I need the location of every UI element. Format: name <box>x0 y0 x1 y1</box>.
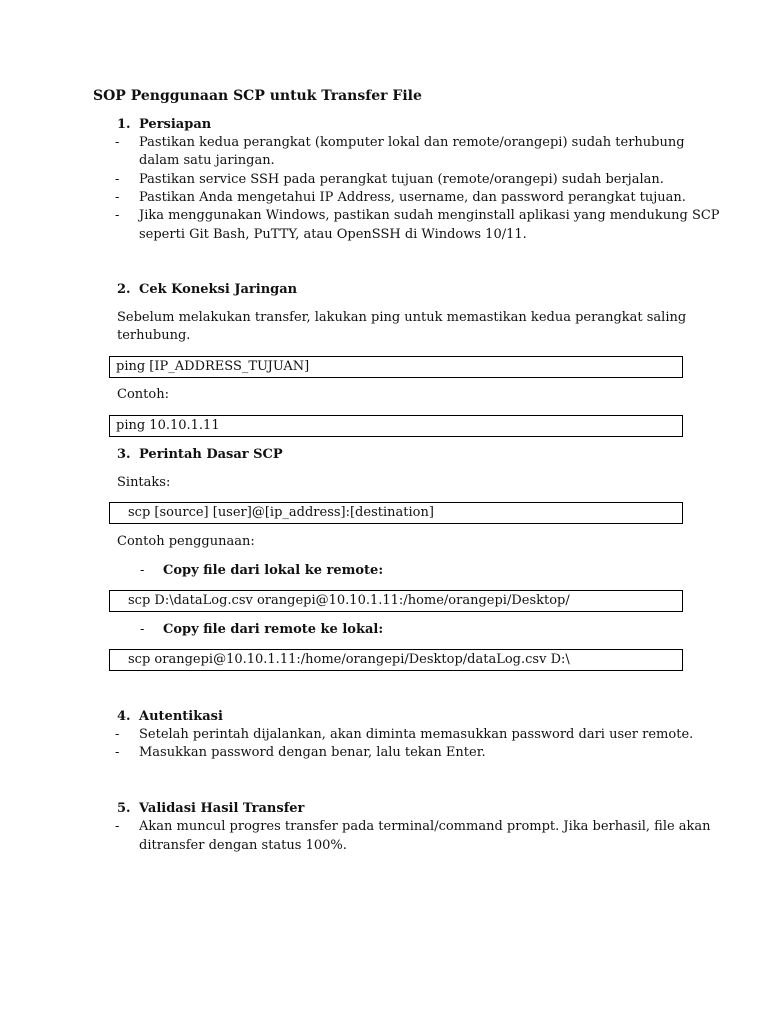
syntax-label: Sintaks: <box>117 475 171 490</box>
bullet-text: Pastikan Anda mengetahui IP Address, username, dan password perangkat tujuan. <box>139 190 686 205</box>
bullet-text: Akan muncul progres transfer pada terminal/command prompt. Jika berhasil, file akan <box>139 819 711 834</box>
section-2-number: 2. <box>117 282 131 297</box>
bullet-dash: - <box>115 819 120 834</box>
bullet-text: seperti Git Bash, PuTTY, atau OpenSSH di Windows 10/11. <box>139 227 527 242</box>
bullet-dash: - <box>115 208 120 223</box>
bullet-text: ditransfer dengan status 100%. <box>139 838 347 853</box>
bullet-text: Setelah perintah dijalankan, akan diminta memasukkan password dari user remote. <box>139 727 694 742</box>
section-5-number: 5. <box>117 801 131 816</box>
paragraph-line: terhubung. <box>117 328 191 343</box>
bullet-text: Pastikan kedua perangkat (komputer lokal dan remote/orangepi) sudah terhubung <box>139 135 685 150</box>
example-label: Contoh: <box>117 387 169 402</box>
section-3-number: 3. <box>117 447 131 462</box>
bullet-dash: - <box>115 190 120 205</box>
command-box <box>109 356 683 378</box>
bullet-dash: - <box>115 172 120 187</box>
command-text: scp [source] [user]@[ip_address]:[destination] <box>128 505 434 520</box>
section-1-number: 1. <box>117 117 131 132</box>
section-5-heading: Validasi Hasil Transfer <box>139 801 305 816</box>
paragraph-line: Sebelum melakukan transfer, lakukan ping untuk memastikan kedua perangkat saling <box>117 310 687 325</box>
sub-bullet-label: Copy file dari lokal ke remote: <box>163 563 384 578</box>
bullet-text: dalam satu jaringan. <box>139 153 275 168</box>
sub-bullet-label: Copy file dari remote ke lokal: <box>163 622 384 637</box>
bullet-dash: - <box>115 745 120 760</box>
bullet-text: Jika menggunakan Windows, pastikan sudah menginstall aplikasi yang mendukung SCP <box>139 208 720 223</box>
command-box <box>109 415 683 437</box>
command-text: scp orangepi@10.10.1.11:/home/orangepi/Desktop/dataLog.csv D:\ <box>128 652 570 667</box>
sub-bullet-dash: - <box>140 563 145 578</box>
command-box <box>109 590 683 612</box>
bullet-text: Masukkan password dengan benar, lalu tekan Enter. <box>139 745 486 760</box>
command-box <box>109 649 683 671</box>
bullet-dash: - <box>115 135 120 150</box>
section-1-heading: Persiapan <box>139 117 212 132</box>
usage-label: Contoh penggunaan: <box>117 534 255 549</box>
section-3-heading: Perintah Dasar SCP <box>139 447 283 462</box>
bullet-dash: - <box>115 727 120 742</box>
section-4-heading: Autentikasi <box>139 709 223 724</box>
bullet-text: Pastikan service SSH pada perangkat tujuan (remote/orangepi) sudah berjalan. <box>139 172 664 187</box>
sub-bullet-dash: - <box>140 622 145 637</box>
command-text: ping 10.10.1.11 <box>116 418 220 433</box>
section-2-heading: Cek Koneksi Jaringan <box>139 282 298 297</box>
command-box <box>109 502 683 524</box>
section-4-number: 4. <box>117 709 131 724</box>
command-text: ping [IP_ADDRESS_TUJUAN] <box>116 359 310 374</box>
command-text: scp D:\dataLog.csv orangepi@10.10.1.11:/home/orangepi/Desktop/ <box>128 593 570 608</box>
document-title: SOP Penggunaan SCP untuk Transfer File <box>93 88 422 104</box>
